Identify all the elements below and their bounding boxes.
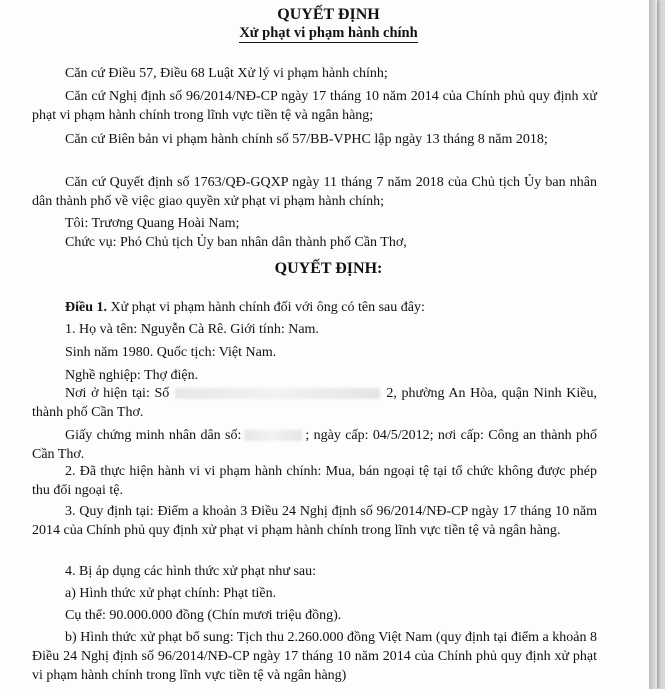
page-edge (649, 0, 657, 689)
preamble-basis-delegation: Căn cứ Quyết định số 1763/QĐ-GQXP ngày 11 tháng 7 năm 2018 của Chủ tịch Ủy ban nhân dân thành phố về việc giao quyền xử phạt vi phạm hành chính; (32, 175, 597, 209)
person-name-line: 1. Họ và tên: Nguyễn Cà Rê. Giới tính: Nam. (65, 322, 319, 337)
additional-penalty-line: b) Hình thức xử phạt bổ sung: Tịch thu 2.260.000 đồng Việt Nam (quy định tại điểm a khoản 8 Điều 24 Nghị định số 96/2014/NĐ-CP ngày 17 tháng 10 năm 2014 của Chính phủ quy định xử phạt vi phạm hành chính trong lĩnh vực tiền tệ và ngân hàng) (32, 630, 597, 683)
person-birth-line: Sinh năm 1980. Quốc tịch: Việt Nam. (65, 345, 277, 360)
legal-basis-line: 3. Quy định tại: Điểm a khoản 3 Điều 24 Nghị định số 96/2014/NĐ-CP ngày 17 tháng 10 năm 2014 của Chính phủ quy định xử phạt vi phạm hành chính trong lĩnh vực tiền tệ và ngân hàng. (32, 504, 597, 538)
preamble-basis-report: Căn cứ Biên bản vi phạm hành chính số 57/BB-VPHC lập ngày 13 tháng 8 năm 2018; (65, 132, 548, 147)
article-1-intro (32, 298, 597, 317)
id-prefix: Giấy chứng minh nhân dân số: (65, 428, 242, 443)
redacted-address-block (175, 388, 380, 399)
document-subtitle-text: Xử phạt vi phạm hành chính (239, 25, 418, 41)
address-suffix: 2, phường An Hòa, quận Ninh Kiều, thành phố Cần Thơ. (32, 386, 597, 420)
person-id-line (32, 426, 597, 464)
document-title: QUYẾT ĐỊNH (277, 6, 380, 23)
decision-heading: QUYẾT ĐỊNH: (274, 260, 383, 277)
preamble-basis-decree: Căn cứ Nghị định số 96/2014/NĐ-CP ngày 17 tháng 10 năm 2014 của Chính phủ quy định xử phạt vi phạm hành chính trong lĩnh vực tiền tệ và ngân hàng; (32, 89, 597, 123)
article-1-intro-text: Xử phạt vi phạm hành chính đối với ông có tên sau đây: (110, 300, 425, 315)
address-prefix: Nơi ở hiện tại: Số (65, 386, 170, 401)
preamble-basis-law: Căn cứ Điều 57, Điều 68 Luật Xử lý vi phạm hành chính; (65, 66, 388, 81)
fine-amount-line: Cụ thể: 90.000.000 đồng (Chín mươi triệu đồng). (65, 608, 342, 623)
person-job-line: Nghề nghiệp: Thợ điện. (65, 368, 199, 383)
article-1-label: Điều 1. (65, 300, 107, 315)
id-suffix: ; ngày cấp: 04/5/2012; nơi cấp: Công an thành phố Cần Thơ. (32, 428, 597, 462)
redacted-id-block (244, 430, 302, 441)
penalty-forms-line: 4. Bị áp dụng các hình thức xử phạt như sau: (65, 564, 316, 579)
preamble-signer-name: Tôi: Trương Quang Hoài Nam; (65, 216, 240, 231)
preamble-signer-position: Chức vụ: Phó Chủ tịch Ủy ban nhân dân thành phố Cần Thơ, (65, 235, 407, 250)
document-subtitle (0, 25, 657, 42)
person-address-line (32, 384, 597, 422)
main-penalty-line: a) Hình thức xử phạt chính: Phạt tiền. (65, 586, 277, 601)
violation-act-line: 2. Đã thực hiện hành vi vi phạm hành chính: Mua, bán ngoại tệ tại tổ chức không được phép thu đổi ngoại tệ. (32, 464, 597, 498)
